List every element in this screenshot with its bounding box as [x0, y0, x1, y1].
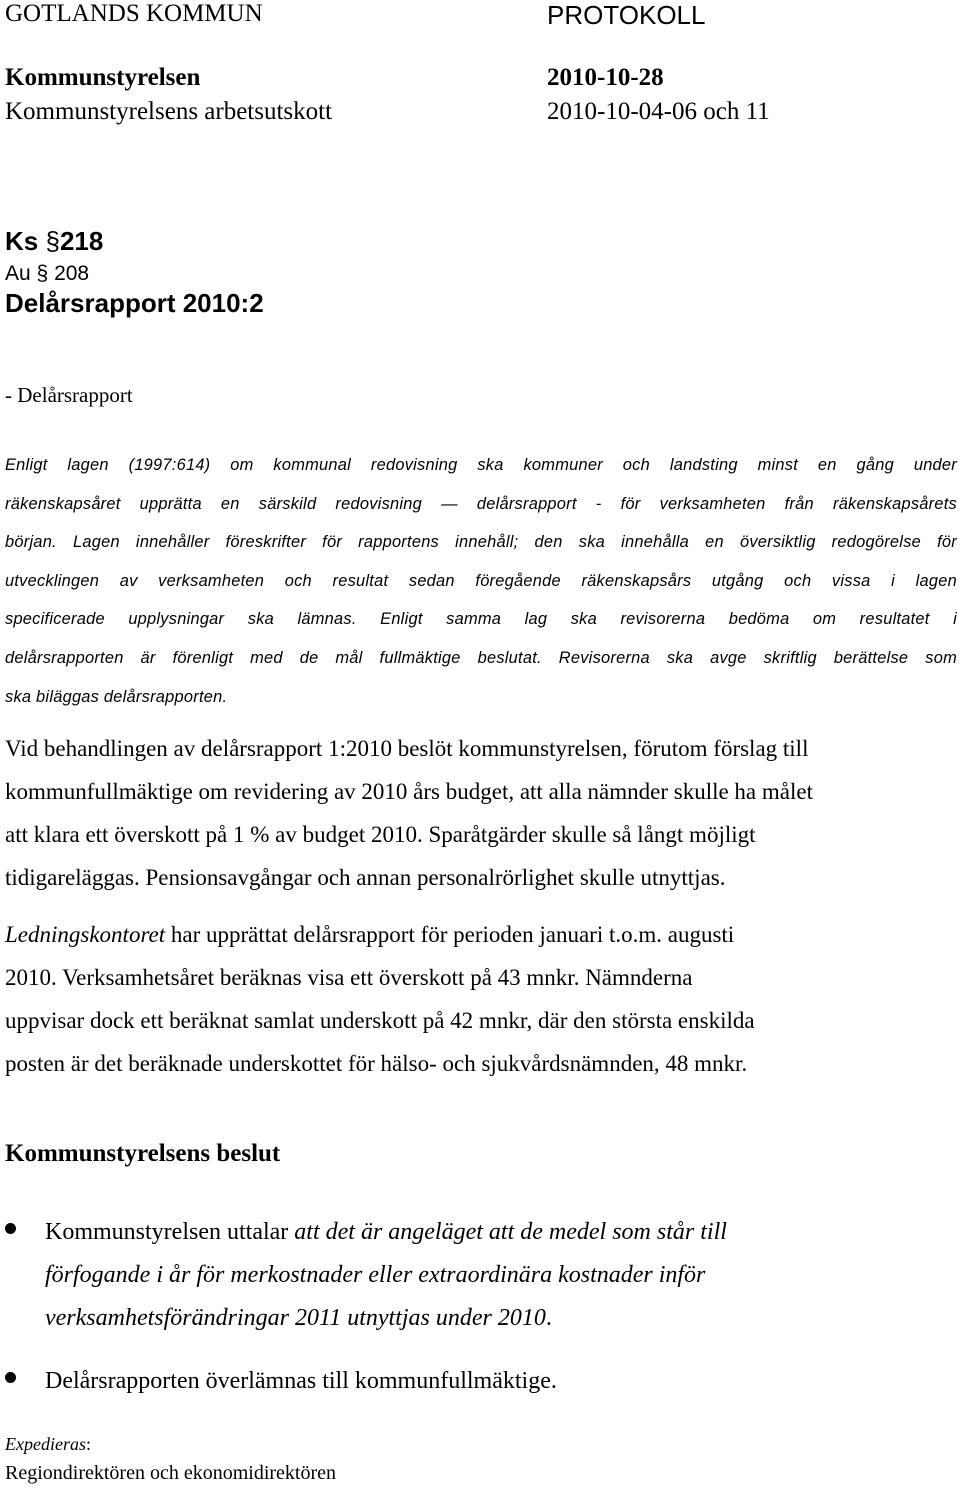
subject-dash-line: - Delårsrapport	[5, 383, 133, 407]
decision-line	[45, 1211, 957, 1254]
decision-text: Kommunstyrelsen uttalar	[45, 1219, 295, 1245]
paragraph-line: posten är det beräknade underskottet för hälso- och sjukvårdsnämnden, 48 mnkr.	[5, 1051, 748, 1076]
intro-line: specificerade upplysningar ska lämnas. Enligt samma lag ska revisorerna bedöma om resultatet i	[5, 610, 957, 629]
intro-line: ska biläggas delårsrapporten.	[5, 687, 228, 706]
bullet-icon	[5, 1372, 16, 1383]
ks-prefix: Ks	[5, 226, 39, 256]
intro-line: utvecklingen av verksamheten och resultat sedan föregående räkenskapsårs utgång och vissa i lagen	[5, 571, 957, 590]
ks-reference	[5, 226, 103, 257]
intro-line: räkenskapsåret upprätta en särskild redovisning — delårsrapport - för verksamheten från räkenskapsårets	[5, 494, 957, 513]
paragraph-line: uppvisar dock ett beräknat samlat underskott på 42 mnkr, där den största enskilda	[5, 1008, 755, 1033]
decision-heading: Kommunstyrelsens beslut	[5, 1140, 281, 1167]
dispatch-label: Expedieras:	[5, 1434, 91, 1454]
ks-number: 218	[59, 226, 104, 256]
section-sign: §	[45, 226, 60, 256]
paragraph-report	[5, 913, 957, 1085]
org-name: GOTLANDS KOMMUN	[5, 0, 263, 27]
intro-paragraph	[5, 446, 957, 716]
board-name: Kommunstyrelsen	[5, 64, 201, 91]
decision-line	[45, 1297, 957, 1340]
decision-item	[5, 1360, 957, 1403]
decision-list	[5, 1211, 957, 1403]
bullet-icon	[5, 1223, 16, 1234]
case-subject: Delårsrapport 2010:2	[5, 288, 264, 318]
decision-text-end: .	[545, 1305, 552, 1331]
paragraph-line: kommunfullmäktige om revidering av 2010 års budget, att alla nämnder skulle ha målet	[5, 779, 813, 804]
decision-line: Delårsrapporten överlämnas till kommunfullmäktige.	[45, 1368, 557, 1394]
decision-text-italic: att det är angeläget att de medel som står till	[294, 1219, 727, 1245]
paragraph-line: Vid behandlingen av delårsrapport 1:2010 beslöt kommunstyrelsen, förutom förslag till	[5, 736, 809, 761]
paragraph-budget	[5, 727, 957, 899]
dispatch-recipients: Regiondirektören och ekonomidirektören	[5, 1462, 337, 1484]
intro-line: delårsrapporten är förenligt med de mål fullmäktige beslutat. Revisorerna ska avge skriftlig berättelse som	[5, 648, 957, 667]
au-number: 208	[54, 262, 90, 285]
board-date: 2010-10-28	[547, 64, 664, 91]
decision-item	[5, 1211, 957, 1340]
paragraph-line: tidigareläggas. Pensionsavgångar och annan personalrörlighet skulle utnyttjas.	[5, 865, 726, 890]
office-name: Ledningskontoret	[5, 922, 166, 947]
paragraph-line: att klara ett överskott på 1 % av budget 2010. Sparåtgärder skulle så långt möjligt	[5, 822, 756, 847]
paragraph-line-rest: har upprättat delårsrapport för perioden januari t.o.m. augusti	[165, 922, 735, 947]
committee-name: Kommunstyrelsens arbetsutskott	[5, 98, 333, 125]
doc-type: PROTOKOLL	[547, 0, 706, 30]
intro-line: Enligt lagen (1997:614) om kommunal redovisning ska kommuner och landsting minst en gång under	[5, 456, 957, 474]
intro-line: början. Lagen innehåller föreskrifter för rapportens innehåll; den ska innehålla en översiktlig redogörelse för	[5, 533, 957, 552]
paragraph-line: 2010. Verksamhetsåret beräknas visa ett överskott på 43 mnkr. Nämnderna	[5, 965, 693, 990]
paragraph-line	[5, 913, 957, 956]
decision-text-italic: verksamhetsförändringar 2011 utnyttjas under 2010	[45, 1305, 546, 1331]
decision-line: förfogande i år för merkostnader eller extraordinära kostnader inför	[45, 1262, 706, 1288]
au-reference	[5, 262, 89, 286]
committee-dates: 2010-10-04-06 och 11	[547, 98, 770, 125]
au-prefix: Au	[5, 262, 31, 285]
section-sign: §	[36, 262, 49, 285]
